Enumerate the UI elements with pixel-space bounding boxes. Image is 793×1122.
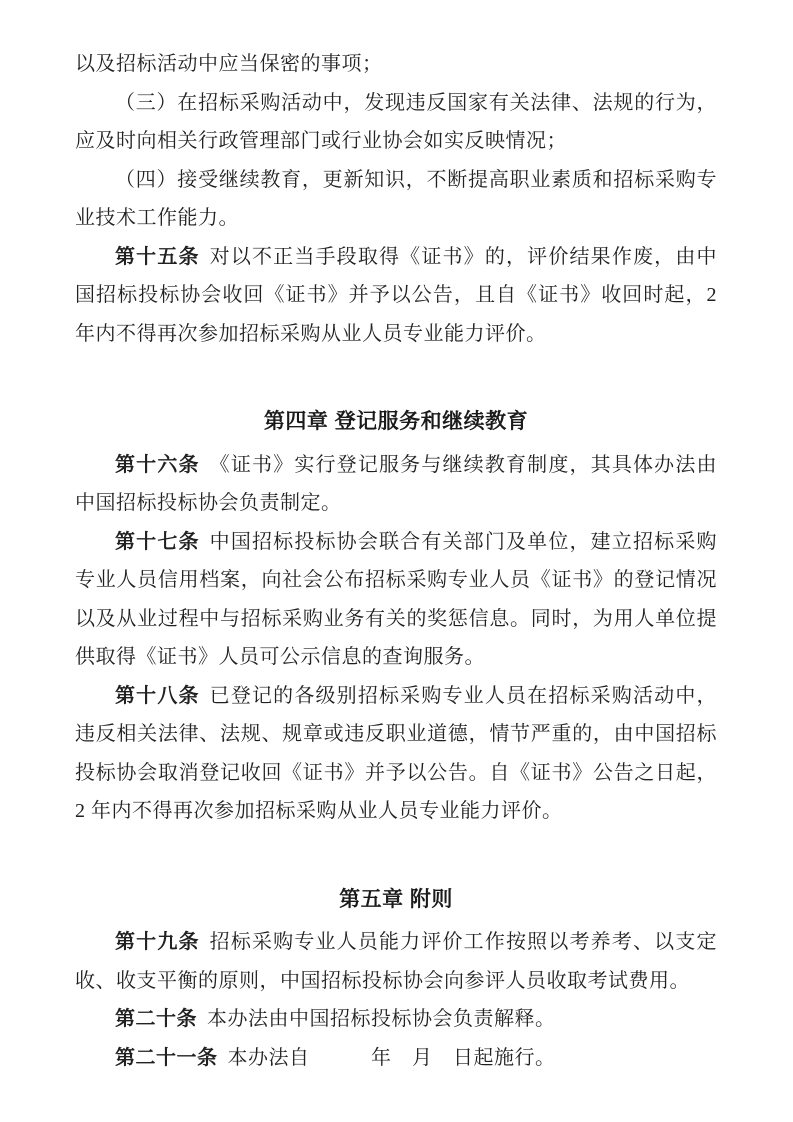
- article-number: 第十九条: [115, 931, 200, 953]
- paragraph-article-21: [75, 1039, 717, 1078]
- paragraph-article-15: [75, 238, 717, 354]
- paragraph-text: 本办法由中国招标投标协会负责解释。: [207, 1008, 556, 1030]
- paragraph: [75, 161, 717, 238]
- paragraph-text: 招标采购专业人员能力评价工作按照以考养考、以支定收、收支平衡的原则，中国招标投标协会向参评人员收取考试费用。: [75, 931, 718, 992]
- article-number: 第十五条: [115, 245, 200, 268]
- paragraph-text: 以及招标活动中应当保密的事项；: [75, 53, 383, 75]
- article-number: 第十七条: [115, 530, 200, 553]
- paragraph-article-19: [75, 923, 717, 1000]
- article-number: 第二十条: [115, 1008, 197, 1030]
- paragraph-text: 本办法自 年 月 日起施行。: [227, 1046, 556, 1069]
- article-number: 第十八条: [115, 684, 200, 707]
- paragraph: [75, 45, 717, 84]
- paragraph-article-17: [75, 523, 717, 677]
- paragraph-text: 已登记的各级别招标采购专业人员在招标采购活动中，违反相关法律、法规、规章或违反职业道德，情节严重的，由中国招标投标协会取消登记收回《证书》并予以公告。自《证书》公告之日起，2 年内不得再次参加招标采购从业人员专业能力评价。: [75, 684, 718, 822]
- paragraph-article-18: [75, 677, 717, 831]
- paragraph-article-16: [75, 446, 717, 523]
- paragraph-text: 对以不正当手段取得《证书》的，评价结果作废，由中国招标投标协会收回《证书》并予以公告，且自《证书》收回时起，2 年内不得再次参加招标采购从业人员专业能力评价。: [75, 245, 718, 345]
- paragraph-text: （四）接受继续教育，更新知识，不断提高职业素质和招标采购专业技术工作能力。: [75, 168, 717, 229]
- article-number: 第二十一条: [115, 1046, 218, 1069]
- paragraph-article-20: [75, 1000, 717, 1039]
- chapter-heading-5: 第五章 附则: [339, 887, 453, 911]
- chapter-heading-4: 第四章 登记服务和继续教育: [263, 410, 529, 433]
- paragraph: [75, 84, 717, 161]
- paragraph-text: 中国招标投标协会联合有关部门及单位，建立招标采购专业人员信用档案，向社会公布招标采购专业人员《证书》的登记情况以及从业过程中与招标采购业务有关的奖惩信息。同时，为用人单位提供取得《证书》人员可公示信息的查询服务。: [75, 530, 718, 668]
- article-number: 第十六条: [115, 453, 200, 476]
- paragraph-text: （三）在招标采购活动中，发现违反国家有关法律、法规的行为，应及时向相关行政管理部门或行业协会如实反映情况；: [75, 91, 717, 152]
- paragraph-text: 《证书》实行登记服务与继续教育制度，其具体办法由中国招标投标协会负责制定。: [75, 453, 718, 514]
